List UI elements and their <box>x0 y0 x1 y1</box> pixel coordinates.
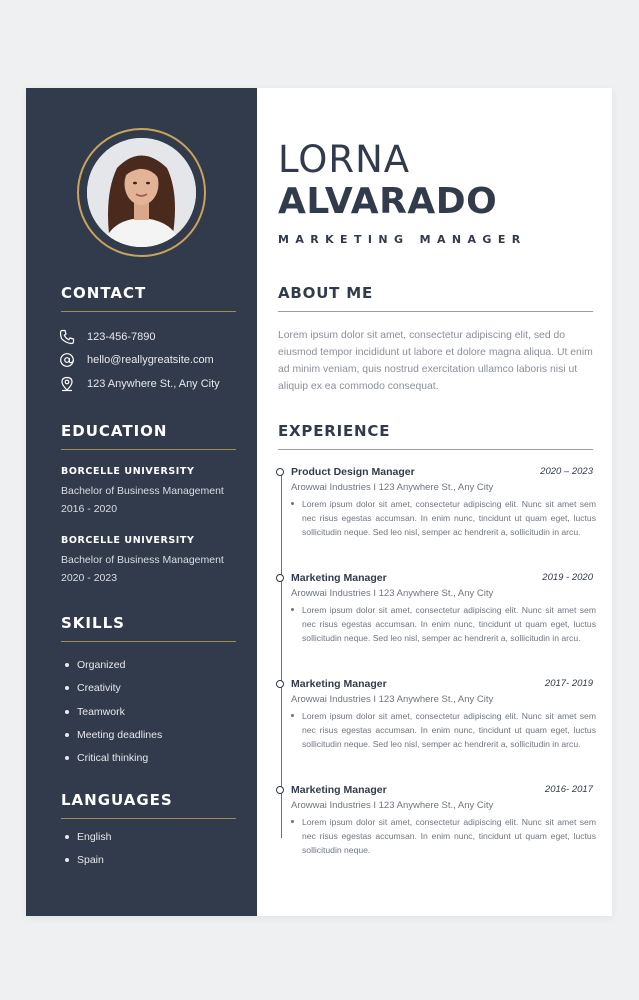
skills-divider <box>61 641 236 642</box>
job-company: Arowwai Industries I 123 Anywhere St., Any City <box>291 588 494 599</box>
language-item: Spain <box>64 853 111 876</box>
portrait-illustration <box>87 138 196 247</box>
location-pin-icon <box>59 376 75 392</box>
job-description: Lorem ipsum dolor sit amet, consectetur adipiscing elit. Nunc sit amet sem nec risus egestas accumsan. In enim nunc, tincidunt ut quam eget, luctus sollicitudin neque. Sed leo nisl, semper ac hendrerit a, sollicitudin in arcu. <box>302 499 596 537</box>
contact-address-text: 123 Anywhere St., Any City <box>87 378 220 390</box>
timeline-dot <box>276 574 284 582</box>
first-name: LORNA <box>278 138 411 181</box>
contact-heading: CONTACT <box>61 284 147 302</box>
education-years: 2016 - 2020 <box>61 503 118 515</box>
timeline-dot <box>276 468 284 476</box>
language-item: English <box>64 830 111 853</box>
contact-phone <box>59 328 156 346</box>
job-title: Marketing Manager <box>291 784 387 796</box>
job-description: Lorem ipsum dolor sit amet, consectetur adipiscing elit. Nunc sit amet sem nec risus egestas accumsan. In enim nunc, tincidunt ut quam eget, luctus sollicitudin neque. Sed leo nisl, semper ac hendrerit a, sollicitudin in arcu. <box>302 711 596 749</box>
last-name: ALVARADO <box>278 181 498 222</box>
resume-page <box>26 88 612 916</box>
education-heading: EDUCATION <box>61 422 168 440</box>
experience-divider <box>278 449 593 450</box>
job-title: Marketing Manager <box>291 572 387 584</box>
about-heading: ABOUT ME <box>278 284 374 302</box>
job-description: Lorem ipsum dolor sit amet, consectetur adipiscing elit. Nunc sit amet sem nec risus egestas accumsan. In enim nunc, tincidunt ut quam eget, luctus sollicitudin neque. <box>302 817 596 855</box>
skill-item: Critical thinking <box>64 751 162 774</box>
sidebar <box>26 88 257 916</box>
job-years: 2016- 2017 <box>544 784 593 795</box>
job-description: Lorem ipsum dolor sit amet, consectetur adipiscing elit. Nunc sit amet sem nec risus egestas accumsan. In enim nunc, tincidunt ut quam eget, luctus sollicitudin neque. Sed leo nisl, semper ac hendrerit a, sollicitudin in arcu. <box>302 605 596 643</box>
skills-heading: SKILLS <box>61 614 125 632</box>
experience-timeline <box>281 472 282 838</box>
at-sign-icon <box>59 352 75 368</box>
job-company: Arowwai Industries I 123 Anywhere St., Any City <box>291 482 494 493</box>
phone-icon <box>59 329 75 345</box>
languages-heading: LANGUAGES <box>61 791 173 809</box>
job-years: 2017- 2019 <box>544 678 593 689</box>
profile-photo-frame <box>77 128 206 257</box>
main-column <box>257 88 612 916</box>
education-degree: Bachelor of Business Management <box>61 485 224 497</box>
experience-heading: EXPERIENCE <box>278 422 391 440</box>
education-divider <box>61 449 236 450</box>
languages-list <box>64 830 111 877</box>
education-school: BORCELLE UNIVERSITY <box>61 535 195 546</box>
skill-item: Creativity <box>64 681 162 704</box>
skill-item: Teamwork <box>64 705 162 728</box>
skill-item: Organized <box>64 658 162 681</box>
skills-list <box>64 658 162 774</box>
timeline-dot <box>276 680 284 688</box>
contact-email <box>59 351 214 369</box>
job-company: Arowwai Industries I 123 Anywhere St., Any City <box>291 694 494 705</box>
contact-address <box>59 375 220 393</box>
contact-email-text: hello@reallygreatsite.com <box>87 354 214 366</box>
education-degree: Bachelor of Business Management <box>61 554 224 566</box>
contact-phone-text: 123-456-7890 <box>87 331 156 343</box>
about-text: Lorem ipsum dolor sit amet, consectetur adipiscing elit, sed do eiusmod tempor incididunt ut labore et dolore magna aliqua. Ut enim ad minim veniam, quis nostrud exercitation ullamco laboris nisi ut aliquip ex ea commodo consequat. <box>278 330 593 392</box>
skill-item: Meeting deadlines <box>64 728 162 751</box>
contact-divider <box>61 311 236 312</box>
job-role: MARKETING MANAGER <box>278 233 527 246</box>
profile-photo <box>87 138 196 247</box>
timeline-dot <box>276 786 284 794</box>
job-years: 2019 - 2020 <box>542 572 593 583</box>
job-years: 2020 – 2023 <box>540 466 593 477</box>
languages-divider <box>61 818 236 819</box>
education-years: 2020 - 2023 <box>61 572 118 584</box>
job-title: Marketing Manager <box>291 678 387 690</box>
job-title: Product Design Manager <box>291 466 415 478</box>
education-school: BORCELLE UNIVERSITY <box>61 466 195 477</box>
job-company: Arowwai Industries I 123 Anywhere St., Any City <box>291 800 494 811</box>
about-divider <box>278 311 593 312</box>
